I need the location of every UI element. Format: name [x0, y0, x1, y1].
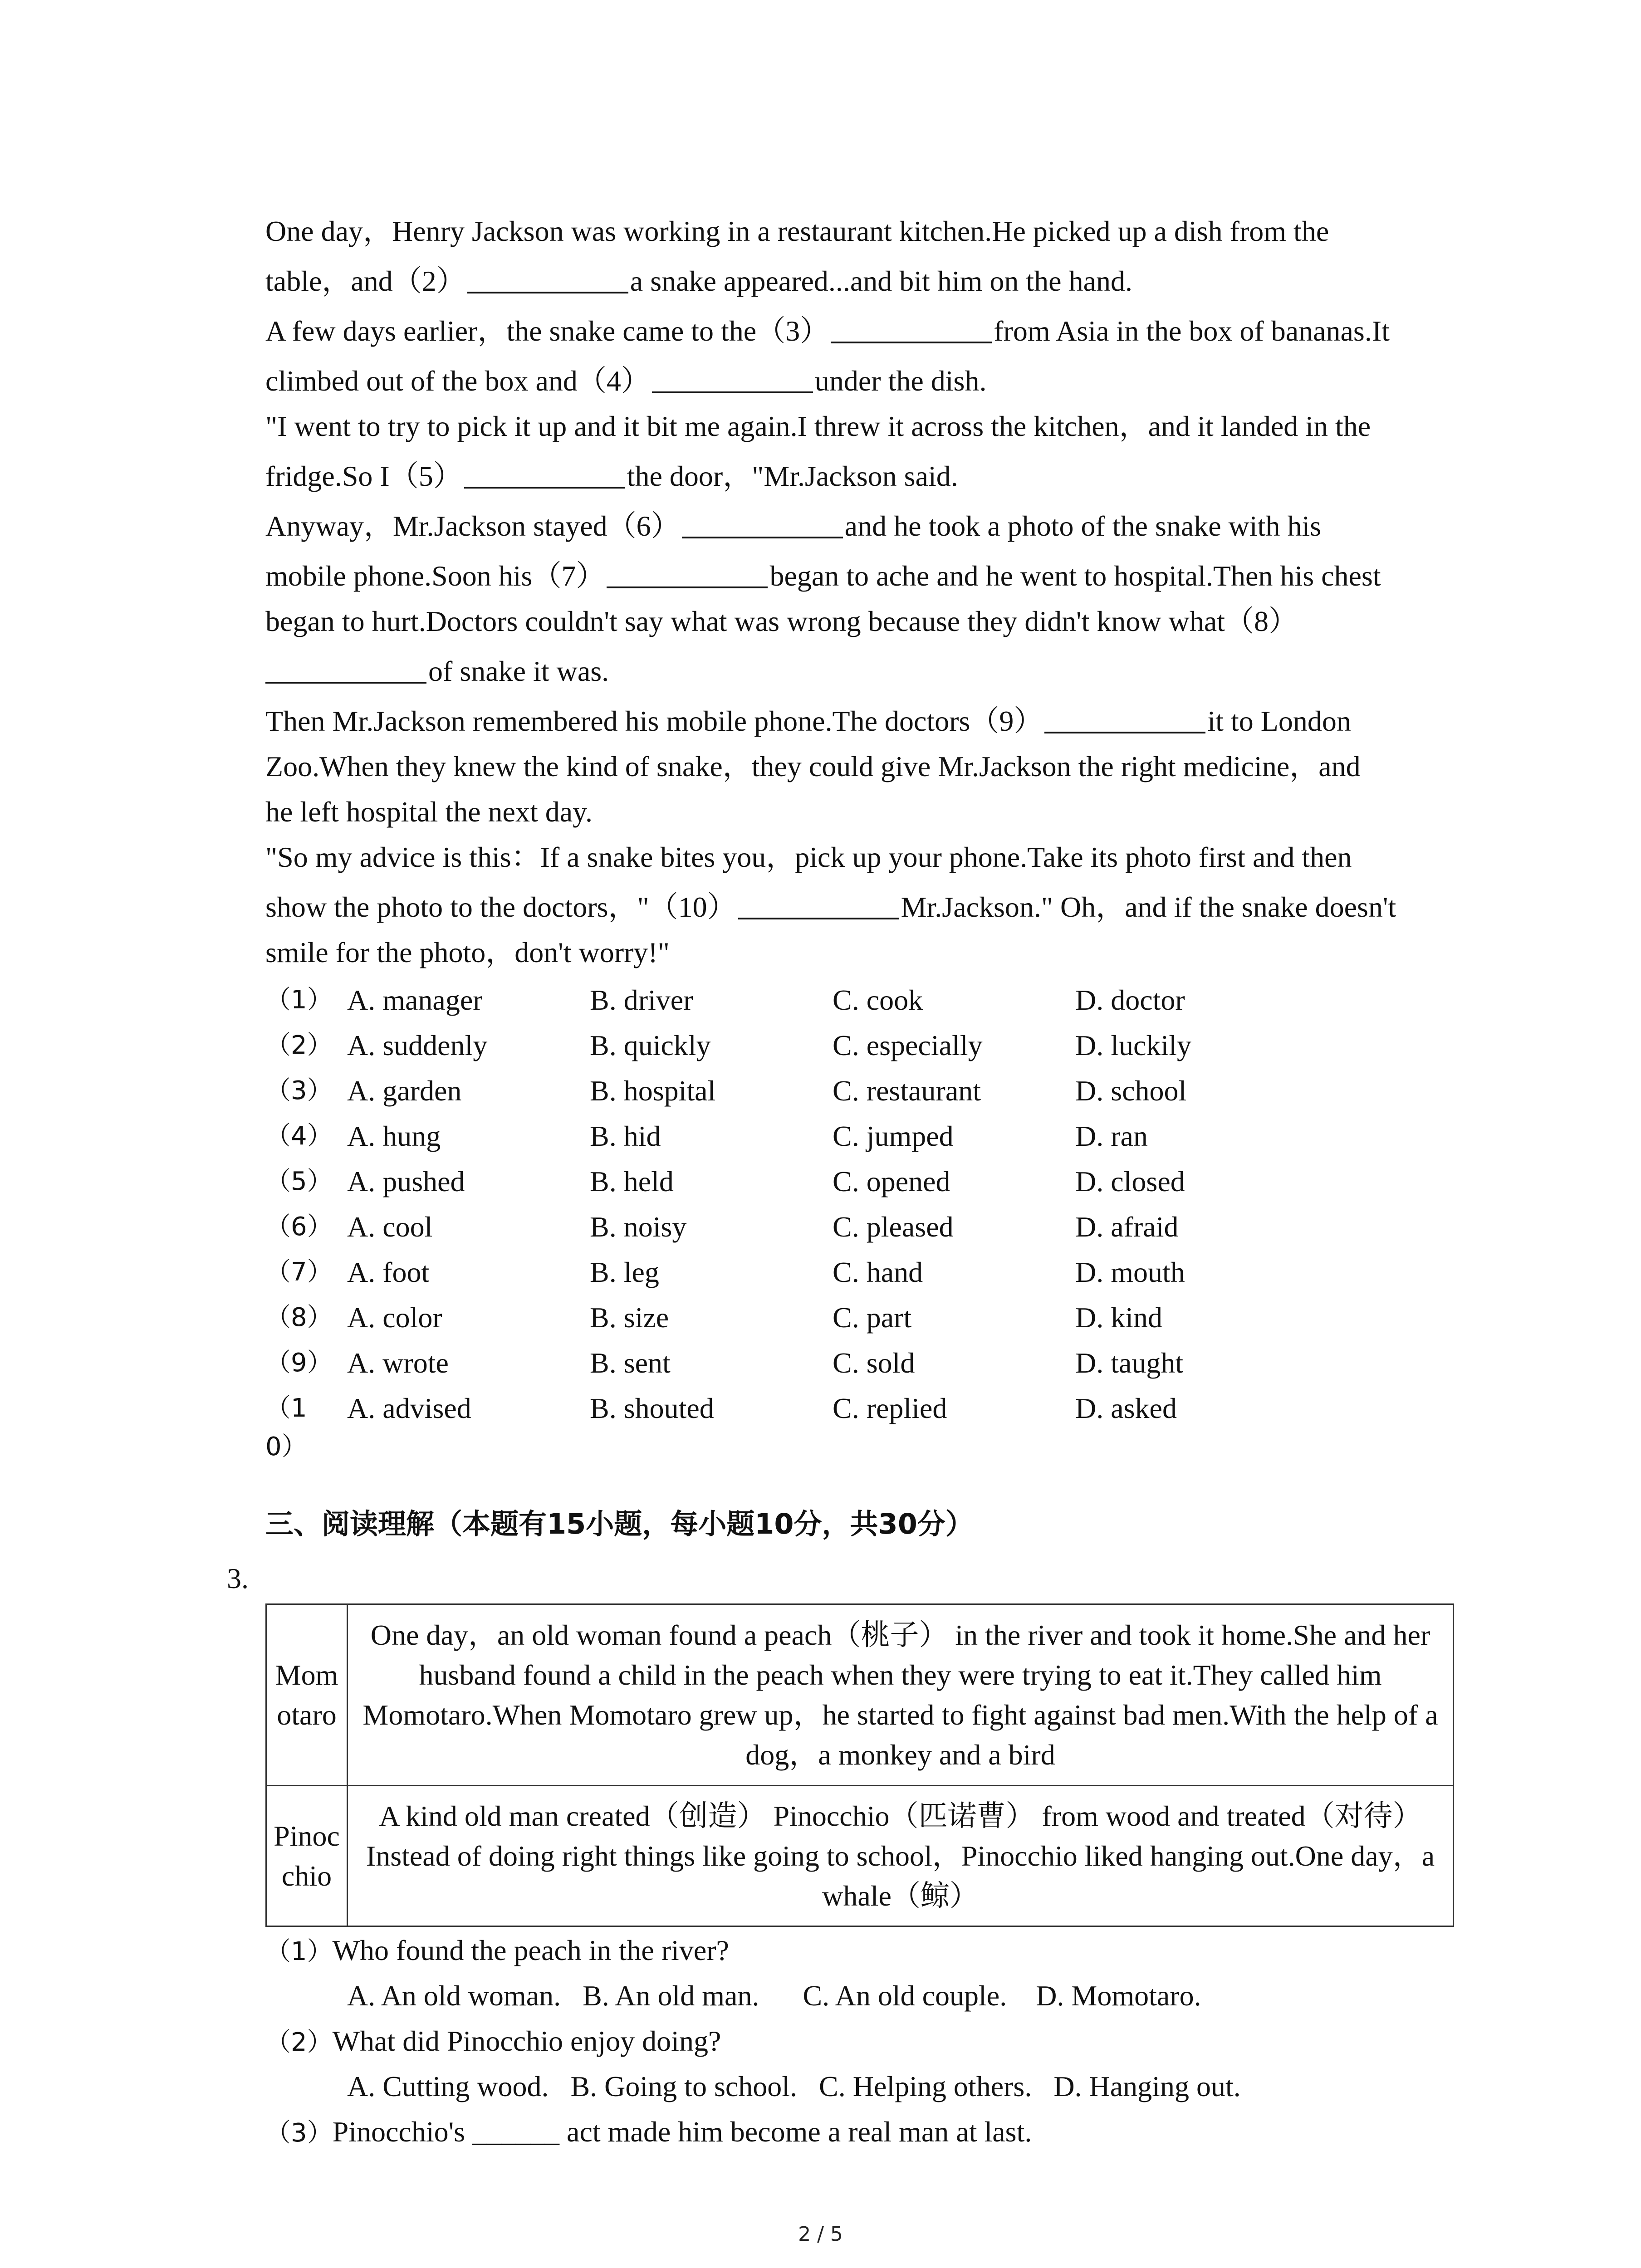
option-d[interactable]: D. mouth — [1075, 1256, 1185, 1288]
option-row-9 — [265, 1345, 1454, 1381]
answer-blank-6[interactable] — [682, 510, 843, 538]
story-name-cell: Momotaro — [266, 1604, 348, 1786]
passage-line: climbed out of the box and（4） under the dish. — [265, 365, 987, 397]
passage-line: table，and（2） a snake appeared...and bit him on the hand. — [265, 265, 1132, 297]
option-c[interactable]: C. cook — [833, 984, 923, 1016]
option-number: （8） — [265, 1303, 333, 1332]
question-3: （3）Pinocchio's ______ act made him become a real man at last. — [265, 2116, 1032, 2148]
answer-blank-7[interactable] — [607, 560, 768, 588]
passage-line: smile for the photo，don't worry!" — [265, 936, 670, 968]
option-number: （1） — [265, 985, 333, 1015]
story-name-cell: Pinocchio — [266, 1786, 348, 1926]
option-number: （9） — [265, 1348, 333, 1378]
option-d[interactable]: D. asked — [1075, 1392, 1177, 1424]
passage-line: fridge.So I（5） the door，"Mr.Jackson said. — [265, 460, 958, 492]
passage-line: Zoo.When they knew the kind of snake，they could give Mr.Jackson the right medicine，and — [265, 750, 1361, 782]
passage-line: began to hurt.Doctors couldn't say what was wrong because they didn't know what（8） — [265, 605, 1298, 637]
answer-blank-8[interactable] — [265, 655, 426, 684]
option-number: （5） — [265, 1167, 333, 1196]
option-a[interactable]: A. color — [347, 1301, 442, 1334]
story-table — [265, 1603, 1454, 1927]
option-number: （6） — [265, 1212, 333, 1242]
passage-line: of snake it was. — [265, 653, 609, 689]
passage-line: "I went to try to pick it up and it bit me again.I threw it across the kitchen，and it landed in the — [265, 410, 1371, 442]
option-d[interactable]: D. school — [1075, 1075, 1187, 1107]
question-2-answers[interactable]: A. Cutting wood. B. Going to school. C. Helping others. D. Hanging out. — [347, 2070, 1241, 2102]
option-number: （2） — [265, 1031, 333, 1060]
story-text-cell: A kind old man created（创造） Pinocchio（匹诺曹） from wood and treated（对待）Instead of doing right things like going to school，Pinocchio liked hanging out.One day，a whale（鲸） — [348, 1786, 1454, 1926]
option-d[interactable]: D. afraid — [1075, 1211, 1179, 1243]
option-a[interactable]: A. manager — [347, 984, 483, 1016]
option-c[interactable]: C. part — [833, 1301, 912, 1334]
option-c[interactable]: C. especially — [833, 1029, 983, 1061]
passage-line: "So my advice is this：If a snake bites you，pick up your phone.Take its photo first and then — [265, 841, 1352, 873]
option-b[interactable]: B. hospital — [590, 1075, 716, 1107]
option-a[interactable]: A. advised — [347, 1392, 471, 1424]
option-number: （1 — [265, 1393, 307, 1423]
option-b[interactable]: B. leg — [590, 1256, 659, 1288]
option-row-1 — [265, 982, 1454, 1018]
option-d[interactable]: D. closed — [1075, 1165, 1185, 1198]
option-row-2 — [265, 1027, 1454, 1064]
option-a[interactable]: A. wrote — [347, 1347, 449, 1379]
option-b[interactable]: B. sent — [590, 1347, 671, 1379]
option-row-6 — [265, 1209, 1454, 1245]
question-1: （1）Who found the peach in the river? — [265, 1934, 729, 1966]
option-b[interactable]: B. held — [590, 1165, 674, 1198]
option-a[interactable]: A. pushed — [347, 1165, 465, 1198]
option-b[interactable]: B. hid — [590, 1120, 661, 1152]
passage-line: Anyway，Mr.Jackson stayed（6） and he took a photo of the snake with his — [265, 510, 1322, 542]
option-row-10 — [265, 1390, 1454, 1427]
page-number: 2 / 5 — [798, 2223, 843, 2246]
option-b[interactable]: B. shouted — [590, 1392, 714, 1424]
answer-blank-2[interactable] — [467, 265, 628, 293]
option-b[interactable]: B. noisy — [590, 1211, 687, 1243]
option-number: （3） — [265, 1076, 333, 1105]
option-number: （7） — [265, 1257, 333, 1287]
option-number-wrap: 0） — [265, 1432, 307, 1461]
answer-blank-9[interactable] — [1044, 705, 1205, 733]
passage-line: A few days earlier，the snake came to the（3） from Asia in the box of bananas.It — [265, 315, 1390, 347]
option-a[interactable]: A. hung — [347, 1120, 441, 1152]
option-a[interactable]: A. suddenly — [347, 1029, 488, 1061]
option-d[interactable]: D. kind — [1075, 1301, 1162, 1334]
passage-line: mobile phone.Soon his（7） began to ache and he went to hospital.Then his chest — [265, 560, 1381, 592]
option-c[interactable]: C. pleased — [833, 1211, 954, 1243]
option-c[interactable]: C. jumped — [833, 1120, 954, 1152]
answer-blank-3[interactable] — [831, 315, 992, 343]
table-row — [266, 1786, 1454, 1926]
question-2: （2）What did Pinocchio enjoy doing? — [265, 2025, 721, 2057]
option-row-3 — [265, 1073, 1454, 1109]
option-c[interactable]: C. sold — [833, 1347, 915, 1379]
option-row-7 — [265, 1254, 1454, 1290]
question-1-answers[interactable]: A. An old woman. B. An old man. C. An old couple. D. Momotaro. — [347, 1980, 1201, 2012]
answer-blank-4[interactable] — [652, 365, 813, 393]
question-number: 3. — [227, 1562, 249, 1594]
option-c[interactable]: C. replied — [833, 1392, 947, 1424]
option-a[interactable]: A. cool — [347, 1211, 433, 1243]
option-c[interactable]: C. hand — [833, 1256, 923, 1288]
option-row-8 — [265, 1300, 1454, 1336]
option-number: （4） — [265, 1121, 333, 1151]
option-a[interactable]: A. foot — [347, 1256, 430, 1288]
section-heading: 三、阅读理解（本题有15小题，每小题10分，共30分） — [265, 1507, 974, 1540]
answer-blank-5[interactable] — [464, 460, 625, 489]
option-b[interactable]: B. size — [590, 1301, 669, 1334]
option-row-5 — [265, 1163, 1454, 1200]
option-c[interactable]: C. opened — [833, 1165, 950, 1198]
passage-line: One day，Henry Jackson was working in a restaurant kitchen.He picked up a dish from the — [265, 215, 1329, 247]
answer-blank-10[interactable] — [738, 891, 899, 919]
table-row — [266, 1604, 1454, 1786]
option-row-4 — [265, 1118, 1454, 1154]
option-d[interactable]: D. luckily — [1075, 1029, 1191, 1061]
option-d[interactable]: D. ran — [1075, 1120, 1148, 1152]
option-b[interactable]: B. quickly — [590, 1029, 711, 1061]
option-d[interactable]: D. doctor — [1075, 984, 1185, 1016]
passage-line: he left hospital the next day. — [265, 796, 593, 828]
passage-line: Then Mr.Jackson remembered his mobile phone.The doctors（9） it to London — [265, 705, 1351, 737]
option-b[interactable]: B. driver — [590, 984, 693, 1016]
option-a[interactable]: A. garden — [347, 1075, 462, 1107]
story-text-cell: One day，an old woman found a peach（桃子） in the river and took it home.She and her husband found a child in the peach when they were trying to eat it.They called him Momotaro.When Momotaro grew up，he started to fight against bad men.With the help of a dog，a monkey and a bird — [348, 1604, 1454, 1786]
option-c[interactable]: C. restaurant — [833, 1075, 981, 1107]
option-d[interactable]: D. taught — [1075, 1347, 1184, 1379]
passage-line: show the photo to the doctors，"（10） Mr.Jackson." Oh，and if the snake doesn't — [265, 891, 1396, 923]
